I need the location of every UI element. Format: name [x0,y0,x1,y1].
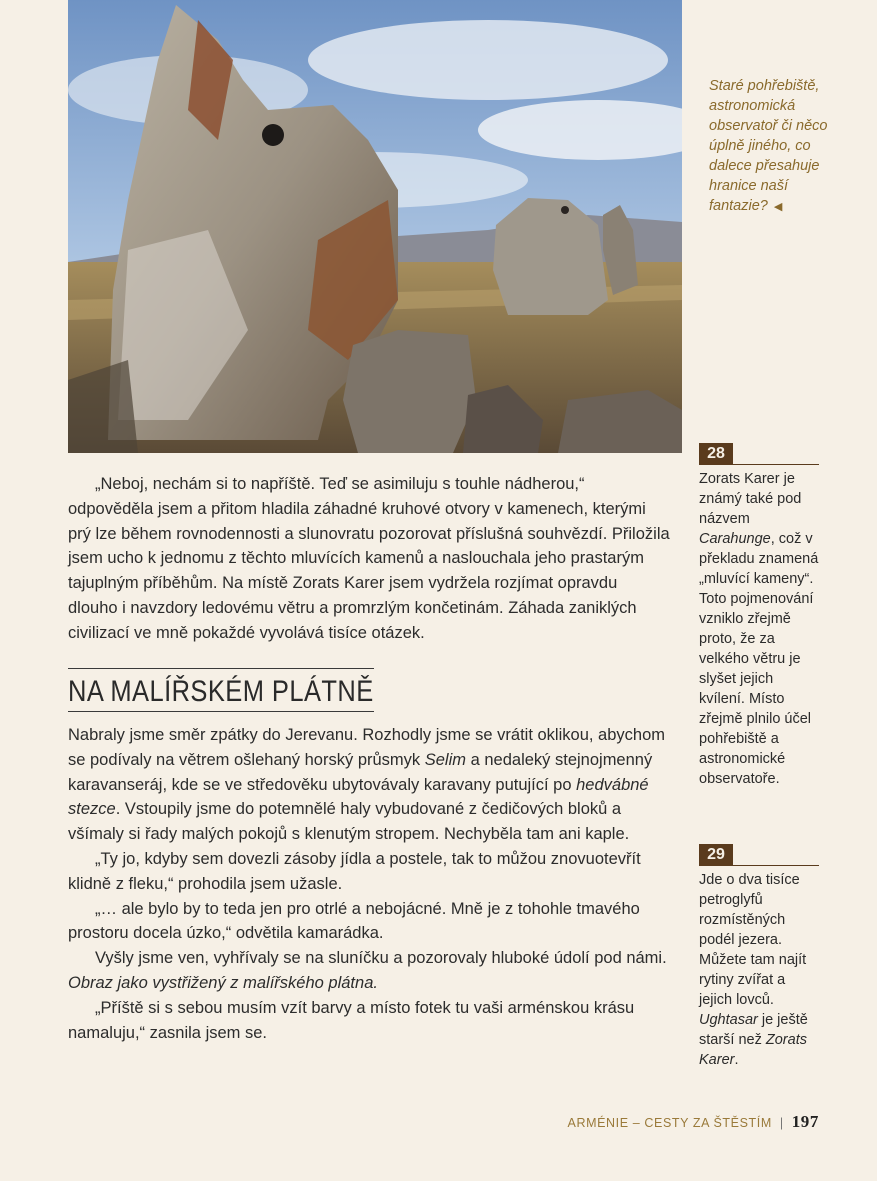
note-text-part: je ještě starší než [699,1012,808,1048]
note-text-part: . [734,1052,739,1068]
page-number: 197 [791,1112,819,1131]
body-text: . Vstoupily jsme do potemnělé haly vybudované z čedičových bloků a všímaly si řady malých pokojů s klenutým stropem. Nechyběla tam ani kaple. [68,800,630,844]
standing-stones-photo [68,0,682,453]
caption-arrow-icon: ◀ [773,201,783,213]
footer-separator: | [779,1116,784,1130]
note-text-part: Jde o dva tisíce petroglyfů rozmístěných podél jezera. Můžete tam najít rytiny zvířat a jejich lovců. [699,872,807,1008]
section-body [68,723,670,1045]
photo-illustration [68,0,682,453]
page-footer [568,1112,819,1132]
note-number-badge: 28 [699,443,733,465]
body-paragraph-5: „Příště si s sebou musím vzít barvy a místo fotek tu vaši arménskou krásu namaluju,“ zasnila jsem se. [68,998,635,1042]
body-text: Nabraly jsme směr zpátky do Jerevanu. Rozhodly jsme se vrátit oklikou, abychom se podívaly na větrem ošlehaný horský průsmyk [68,726,665,769]
running-title: ARMÉNIE – CESTY ZA ŠTĚSTÍM [567,1116,772,1130]
body-text: Vyšly jsme ven, vyhřívaly se na sluníčku a pozorovaly hluboké údolí pod námi. [95,949,667,968]
note-rule [733,865,819,866]
note-italic-term: Ughtasar [699,1012,758,1028]
body-text: a nedaleký stejnojmenný karavanseráj, kde se ve středověku ubytovávaly karavany putující po [68,750,653,794]
place-name-selim: Selim [424,750,467,769]
intro-text [68,472,670,646]
side-note-28 [699,441,819,789]
italic-remark: Obraz jako vystřižený z malířského plátna. [68,973,378,992]
note-italic-term: Carahunge [699,531,771,547]
note-text [699,870,819,1070]
body-paragraph-4 [68,946,670,996]
note-italic-term: Zorats Karer [699,1032,807,1068]
note-text-part: , což v překladu znamená „mluvící kameny“. Toto pojmenování vzniklo zřejmě proto, že za velkého větru je slyšet jejich kvílení. Místo zřejmě plnilo účel pohřebiště a astronomické observatoře. [699,531,819,787]
body-paragraph-1 [68,723,670,847]
note-number-badge: 29 [699,844,733,866]
note-text [699,469,819,789]
note-rule [733,464,819,465]
intro-paragraph: „Neboj, nechám si to napříště. Teď se asimiluju s touhle nádherou,“ odpověděla jsem a přitom hladila záhadné kruhové otvory v kamenech, kterými prý lze během rovnodennosti a slunovratu pozorovat příslušná souhvězdí. Přiložila jsem ucho k jednomu z těchto mluvících kamenů a naslouchala jeho prastarým tajuplným příběhům. Na místě Zorats Karer jsem vydržela rozjímat opravdu dlouho i navzdory ledovému větru a promrzlým končetinám. Záhada zaniklých civilizací ve mně pokaždé vyvolává tisíce otázek. [68,475,670,642]
note-header [699,842,819,866]
section-heading: NA MALÍŘSKÉM PLÁTNĚ [68,668,374,712]
note-header [699,441,819,465]
silk-road-term: hedvábné stezce [68,775,649,819]
side-note-29 [699,842,819,1070]
caption-text: Staré pohřebiště, astronomická observatoř či něco úplně jiného, co dalece přesahuje hranice naší fantazie? [709,78,828,214]
photo-caption [709,76,829,217]
note-text-part: Zorats Karer je známý také pod názvem [699,471,802,527]
body-paragraph-2: „Ty jo, kdyby sem dovezli zásoby jídla a postele, tak to můžou znovuotevřít klidně z fleku,“ prohodila jsem užasle. [68,849,641,893]
body-paragraph-3: „… ale bylo by to teda jen pro otrlé a nebojácné. Mně je z tohohle tmavého prostoru docela úzko,“ odvětila kamarádka. [68,899,640,943]
